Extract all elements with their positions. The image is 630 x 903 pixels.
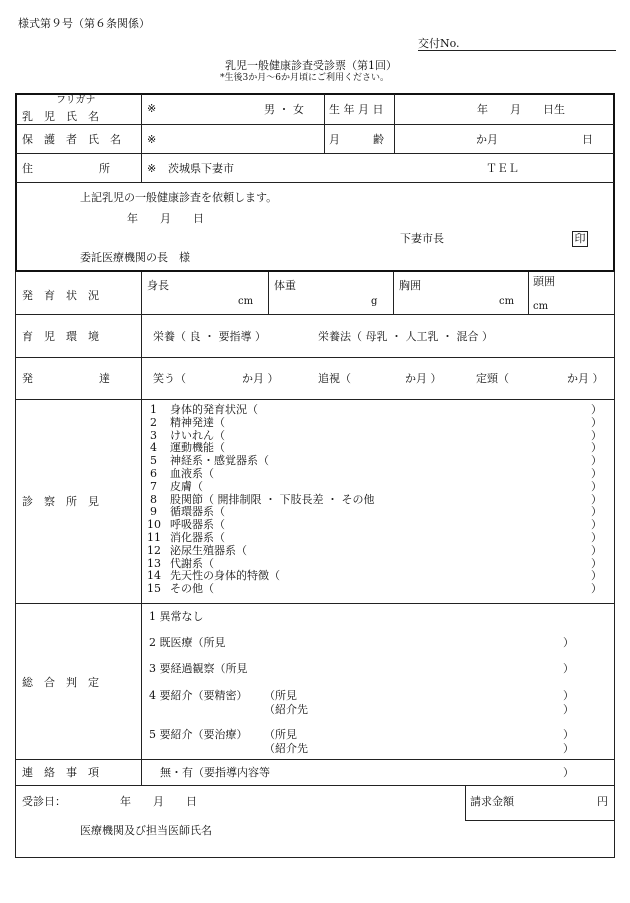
exam-item-close: ） — [591, 492, 602, 506]
exam-item-number: 14 — [147, 569, 161, 583]
exam-item-text[interactable]: 代謝系（ — [170, 556, 214, 570]
height-label: 身長 — [147, 279, 169, 292]
head-label: 頭囲 — [533, 275, 555, 288]
nutrition-options[interactable]: 栄養（ 良 ・ 要指導 ） — [153, 330, 266, 343]
exam-item-close: ） — [591, 441, 602, 455]
request-date[interactable]: 年 月 日 — [127, 212, 204, 225]
exam-item-text[interactable]: 神経系・感覚器系（ — [170, 454, 269, 468]
weight-unit: g — [371, 296, 378, 307]
environment-label: 育 児 環 境 — [22, 330, 99, 343]
exam-item-number: 6 — [150, 467, 157, 480]
tracking-months[interactable]: か月 ） — [405, 372, 442, 385]
exam-item-text[interactable]: けいれん（ — [170, 428, 225, 442]
exam-item-number: 1 — [150, 403, 157, 416]
exam-item-text[interactable]: その他（ — [170, 582, 214, 596]
addressee-label: 委託医療機関の長 様 — [80, 251, 190, 264]
address-asterisk: ※ — [147, 162, 157, 175]
tracking-label: 追視（ — [318, 372, 351, 385]
guardian-asterisk: ※ — [147, 133, 157, 146]
judgment-observation[interactable]: 3 要経過観察（所見 — [149, 662, 248, 675]
exam-item-number: 8 — [150, 492, 157, 506]
issue-number-label: 交付No. — [418, 37, 460, 50]
exam-item-text[interactable]: 先天性の身体的特徴（ — [170, 569, 280, 583]
judgment-referral-treatment[interactable]: 5 要紹介（要治療） — [149, 728, 248, 741]
exam-item-number: 13 — [147, 556, 161, 570]
age-days[interactable]: 日 — [582, 133, 593, 146]
age-months[interactable]: か月 — [476, 133, 498, 146]
institution-label: 医療機関及び担当医師氏名 — [80, 824, 212, 837]
visit-date-value[interactable]: 年 月 日 — [120, 795, 197, 808]
exam-item-text[interactable]: 皮膚（ — [170, 479, 203, 493]
form-subtitle: *生後3か月〜6か月頃にご利用ください。 — [220, 73, 389, 83]
exam-item-text[interactable]: 消化器系（ — [170, 531, 225, 544]
billing-unit: 円 — [597, 795, 608, 808]
head-unit: cm — [533, 301, 549, 312]
billing-label: 請求金額 — [470, 795, 514, 808]
exam-item-text[interactable]: 循環器系（ — [170, 505, 225, 519]
age-label: 月 齢 — [329, 133, 384, 146]
exam-item-close: ） — [591, 543, 602, 557]
referral-precise-finding: （所見 — [264, 689, 297, 702]
address-label: 住 所 — [22, 162, 110, 175]
referral-treatment-destination: （紹介先 — [264, 742, 308, 755]
exam-item-close: ） — [591, 556, 602, 570]
judgment-referral-precise[interactable]: 4 要紹介（要精密） — [149, 689, 248, 702]
exam-item-close: ） — [591, 479, 602, 493]
exam-item-number: 11 — [147, 531, 161, 544]
dob-value[interactable]: 年 月 日生 — [477, 103, 565, 116]
exam-table-border — [15, 272, 615, 786]
address-value[interactable]: 茨城県下妻市 — [168, 162, 234, 175]
exam-item-text[interactable]: 精神発達（ — [170, 415, 225, 429]
form-title: 乳児一般健康診査受診票（第1回） — [225, 59, 397, 72]
smile-months[interactable]: か月 ） — [242, 372, 279, 385]
exam-item-text[interactable]: 泌尿生殖器系（ — [170, 543, 247, 557]
exam-item-number: 4 — [150, 441, 157, 455]
exam-item-number: 12 — [147, 543, 161, 557]
judgment-label: 総 合 判 定 — [22, 676, 99, 689]
exam-item-close: ） — [591, 454, 602, 468]
exam-item-text[interactable]: 血液系（ — [170, 467, 214, 480]
exam-item-text[interactable]: 身体的発育状況（ — [170, 403, 258, 416]
exam-item-close: ） — [591, 403, 602, 416]
exam-item-text[interactable]: 呼吸器系（ — [170, 518, 225, 532]
exam-item-text[interactable]: 股関節（ 開排制限 ・ 下肢長差 ・ その他 — [170, 492, 375, 506]
exam-findings-label: 診 察 所 見 — [22, 495, 99, 508]
exam-item-number: 5 — [150, 454, 157, 468]
exam-item-close: ） — [591, 467, 602, 480]
visit-date-label: 受診日： — [22, 795, 66, 808]
contact-label: 連 絡 事 項 — [22, 766, 99, 779]
chest-unit: cm — [499, 296, 515, 307]
exam-item-close: ） — [591, 518, 602, 532]
exam-item-text[interactable]: 運動機能（ — [170, 441, 225, 455]
exam-item-number: 2 — [150, 415, 157, 429]
height-unit: cm — [238, 296, 254, 307]
exam-item-number: 9 — [150, 505, 157, 519]
exam-item-close: ） — [591, 582, 602, 596]
smile-label: 笑う（ — [153, 372, 186, 385]
judgment-normal[interactable]: 1 異常なし — [149, 610, 204, 623]
referral-precise-destination: （紹介先 — [264, 703, 308, 716]
exam-item-close: ） — [591, 415, 602, 429]
growth-label: 発 育 状 況 — [22, 289, 99, 302]
feeding-options[interactable]: 栄養法（ 母乳 ・ 人工乳 ・ 混合 ） — [318, 330, 493, 343]
referral-treatment-finding: （所見 — [264, 728, 297, 741]
furigana-label: フリガナ — [56, 95, 96, 106]
exam-item-close: ） — [591, 569, 602, 583]
neck-label: 定頸（ — [476, 372, 509, 385]
contact-options[interactable]: 無・有（要指導内容等 — [160, 766, 270, 779]
exam-item-number: 15 — [147, 582, 161, 596]
development-label: 発 達 — [22, 372, 110, 385]
exam-item-close: ） — [591, 505, 602, 519]
request-text: 上記乳児の一般健康診査を依頼します。 — [80, 191, 278, 204]
exam-item-number: 10 — [147, 518, 161, 532]
exam-item-number: 3 — [150, 428, 157, 442]
sex-options[interactable]: 男 ・ 女 — [264, 103, 304, 116]
issue-number-underline — [418, 50, 616, 51]
exam-item-close: ） — [591, 428, 602, 442]
neck-months[interactable]: か月 ） — [567, 372, 604, 385]
exam-item-number: 7 — [150, 479, 157, 493]
form-number: 様式第９号（第６条関係） — [18, 17, 150, 30]
judgment-existing-care[interactable]: 2 既医療（所見 — [149, 636, 226, 649]
chest-label: 胸囲 — [399, 279, 421, 292]
guardian-name-label: 保 護 者 氏 名 — [22, 133, 121, 146]
footer-border — [15, 786, 615, 858]
mayor-label: 下妻市長 — [400, 232, 444, 245]
name-asterisk: ※ — [147, 102, 157, 115]
exam-item-close: ） — [591, 531, 602, 544]
dob-label: 生 年 月 日 — [329, 103, 384, 116]
infant-name-label: 乳 児 氏 名 — [22, 110, 99, 123]
tel-label: ＴＥＬ — [486, 162, 519, 175]
seal-stamp: 印 — [572, 231, 588, 247]
weight-label: 体重 — [274, 279, 296, 292]
